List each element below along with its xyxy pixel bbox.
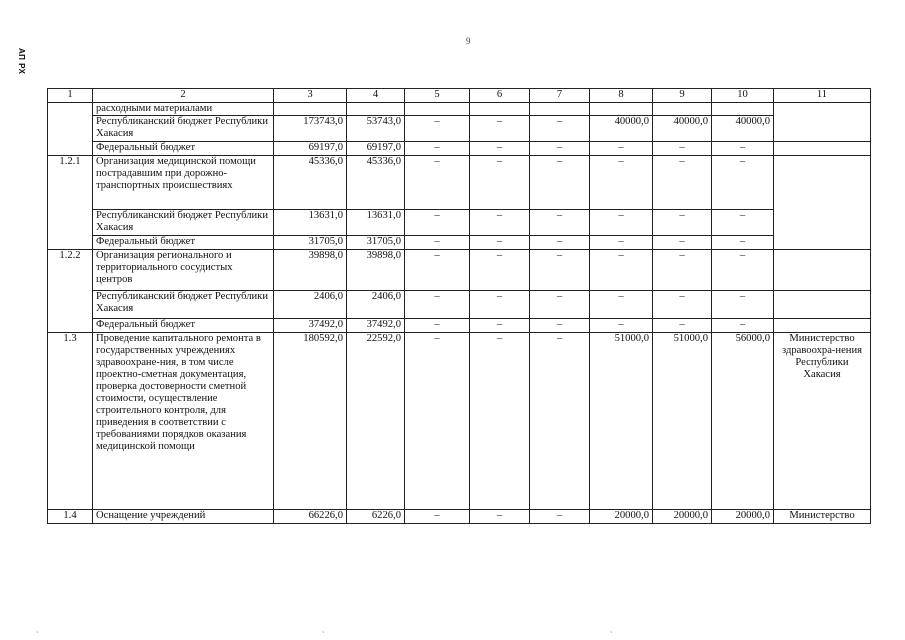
dash-cell: – — [653, 250, 712, 291]
empty-cell — [347, 103, 405, 116]
row-name: Федеральный бюджет — [93, 319, 274, 333]
scan-dot: · — [322, 628, 325, 637]
dash-cell: – — [653, 236, 712, 250]
value-cell: 39898,0 — [274, 250, 347, 291]
row-name: Организация регионального и территориального сосудистых центров — [93, 250, 274, 291]
header-cell: 1 — [48, 89, 93, 103]
value-cell: 13631,0 — [274, 210, 347, 236]
value-cell: 180592,0 — [274, 333, 347, 510]
value-cell: 45336,0 — [274, 156, 347, 210]
table-row — [48, 156, 871, 210]
dash-cell: – — [653, 210, 712, 236]
empty-cell — [274, 103, 347, 116]
dash-cell: – — [590, 319, 653, 333]
dash-cell: – — [470, 319, 530, 333]
value-cell: 20000,0 — [590, 510, 653, 524]
page-number: 9 — [466, 36, 471, 46]
value-cell: 56000,0 — [712, 333, 774, 510]
value-cell: 22592,0 — [347, 333, 405, 510]
header-cell: 10 — [712, 89, 774, 103]
dash-cell: – — [470, 510, 530, 524]
dash-cell: – — [712, 291, 774, 319]
value-cell: 173743,0 — [274, 116, 347, 142]
empty-cell — [405, 103, 470, 116]
dash-cell: – — [712, 156, 774, 210]
value-cell: 40000,0 — [653, 116, 712, 142]
dash-cell: – — [405, 116, 470, 142]
table-row — [48, 103, 871, 116]
value-cell: 2406,0 — [274, 291, 347, 319]
dash-cell: – — [470, 156, 530, 210]
dash-cell: – — [653, 156, 712, 210]
header-cell: 2 — [93, 89, 274, 103]
value-cell: 51000,0 — [653, 333, 712, 510]
executor-cell — [774, 103, 871, 142]
dash-cell: – — [530, 156, 590, 210]
executor-cell — [774, 250, 871, 291]
table-row — [48, 142, 871, 156]
row-number: 1.3 — [48, 333, 93, 510]
value-cell: 31705,0 — [274, 236, 347, 250]
dash-cell: – — [712, 319, 774, 333]
table-row — [48, 210, 871, 236]
dash-cell: – — [590, 156, 653, 210]
dash-cell: – — [405, 210, 470, 236]
dash-cell: – — [405, 319, 470, 333]
table-row — [48, 236, 871, 250]
table-row — [48, 510, 871, 524]
row-name: Федеральный бюджет — [93, 142, 274, 156]
row-number: 1.2.2 — [48, 250, 93, 333]
scan-dot: · — [36, 628, 39, 637]
dash-cell: – — [405, 510, 470, 524]
dash-cell: – — [530, 333, 590, 510]
row-name: Республиканский бюджет Республики Хакасия — [93, 116, 274, 142]
header-cell: 5 — [405, 89, 470, 103]
dash-cell: – — [590, 291, 653, 319]
dash-cell: – — [530, 236, 590, 250]
dash-cell: – — [530, 250, 590, 291]
executor-cell — [774, 319, 871, 333]
dash-cell: – — [590, 250, 653, 291]
value-cell: 6226,0 — [347, 510, 405, 524]
dash-cell: – — [470, 210, 530, 236]
row-number — [48, 103, 93, 156]
value-cell: 66226,0 — [274, 510, 347, 524]
row-name: Проведение капитального ремонта в государственных учреждениях здравоохране-ния, в том числе проектно-сметная документация, проверка достоверности сметной стоимости, осуществление строительного контроля, для приведения в соответствии с требованиями порядков оказания медицинской помощи — [93, 333, 274, 510]
header-cell: 3 — [274, 89, 347, 103]
dash-cell: – — [590, 210, 653, 236]
dash-cell: – — [653, 291, 712, 319]
executor-cell: Министерство здравоохра-нения Республики Хакасия — [774, 333, 871, 510]
empty-cell — [470, 103, 530, 116]
table-row — [48, 250, 871, 291]
dash-cell: – — [530, 510, 590, 524]
header-cell: 6 — [470, 89, 530, 103]
empty-cell — [774, 142, 871, 156]
empty-cell — [590, 103, 653, 116]
row-name: Республиканский бюджет Республики Хакасия — [93, 210, 274, 236]
executor-cell — [774, 156, 871, 250]
value-cell: 20000,0 — [653, 510, 712, 524]
row-name: Оснащение учреждений — [93, 510, 274, 524]
row-name: Федеральный бюджет — [93, 236, 274, 250]
header-cell: 8 — [590, 89, 653, 103]
dash-cell: – — [405, 142, 470, 156]
table-row — [48, 291, 871, 319]
value-cell: 51000,0 — [590, 333, 653, 510]
side-stamp-label: АП РХ — [17, 48, 26, 75]
dash-cell: – — [590, 142, 653, 156]
dash-cell: – — [530, 319, 590, 333]
budget-table — [47, 88, 871, 524]
value-cell: 2406,0 — [347, 291, 405, 319]
dash-cell: – — [530, 210, 590, 236]
table-row — [48, 319, 871, 333]
dash-cell: – — [470, 333, 530, 510]
value-cell: 37492,0 — [274, 319, 347, 333]
row-name: Организация медицинской помощи пострадавшим при дорожно-транспортных происшествиях — [93, 156, 274, 210]
header-cell: 11 — [774, 89, 871, 103]
scan-dot: · — [610, 628, 613, 637]
dash-cell: – — [530, 291, 590, 319]
value-cell: 69197,0 — [274, 142, 347, 156]
dash-cell: – — [712, 210, 774, 236]
executor-cell — [774, 291, 871, 319]
header-cell: 4 — [347, 89, 405, 103]
header-row — [48, 89, 871, 103]
dash-cell: – — [470, 116, 530, 142]
value-cell: 37492,0 — [347, 319, 405, 333]
value-cell: 20000,0 — [712, 510, 774, 524]
row-name: Республиканский бюджет Республики Хакасия — [93, 291, 274, 319]
row-name: расходными материалами — [93, 103, 274, 116]
dash-cell: – — [470, 291, 530, 319]
dash-cell: – — [405, 250, 470, 291]
table-row — [48, 116, 871, 142]
dash-cell: – — [470, 250, 530, 291]
value-cell: 45336,0 — [347, 156, 405, 210]
dash-cell: – — [405, 333, 470, 510]
dash-cell: – — [405, 156, 470, 210]
row-number: 1.4 — [48, 510, 93, 524]
dash-cell: – — [530, 116, 590, 142]
dash-cell: – — [405, 291, 470, 319]
dash-cell: – — [653, 319, 712, 333]
dash-cell: – — [653, 142, 712, 156]
value-cell: 39898,0 — [347, 250, 405, 291]
dash-cell: – — [712, 250, 774, 291]
empty-cell — [530, 103, 590, 116]
dash-cell: – — [470, 142, 530, 156]
value-cell: 40000,0 — [590, 116, 653, 142]
value-cell: 13631,0 — [347, 210, 405, 236]
empty-cell — [653, 103, 712, 116]
empty-cell — [712, 103, 774, 116]
table-row — [48, 333, 871, 510]
executor-cell: Министерство — [774, 510, 871, 524]
header-cell: 9 — [653, 89, 712, 103]
header-cell: 7 — [530, 89, 590, 103]
value-cell: 31705,0 — [347, 236, 405, 250]
dash-cell: – — [712, 236, 774, 250]
value-cell: 53743,0 — [347, 116, 405, 142]
value-cell: 69197,0 — [347, 142, 405, 156]
dash-cell: – — [470, 236, 530, 250]
dash-cell: – — [405, 236, 470, 250]
dash-cell: – — [530, 142, 590, 156]
value-cell: 40000,0 — [712, 116, 774, 142]
dash-cell: – — [590, 236, 653, 250]
dash-cell: – — [712, 142, 774, 156]
row-number: 1.2.1 — [48, 156, 93, 250]
